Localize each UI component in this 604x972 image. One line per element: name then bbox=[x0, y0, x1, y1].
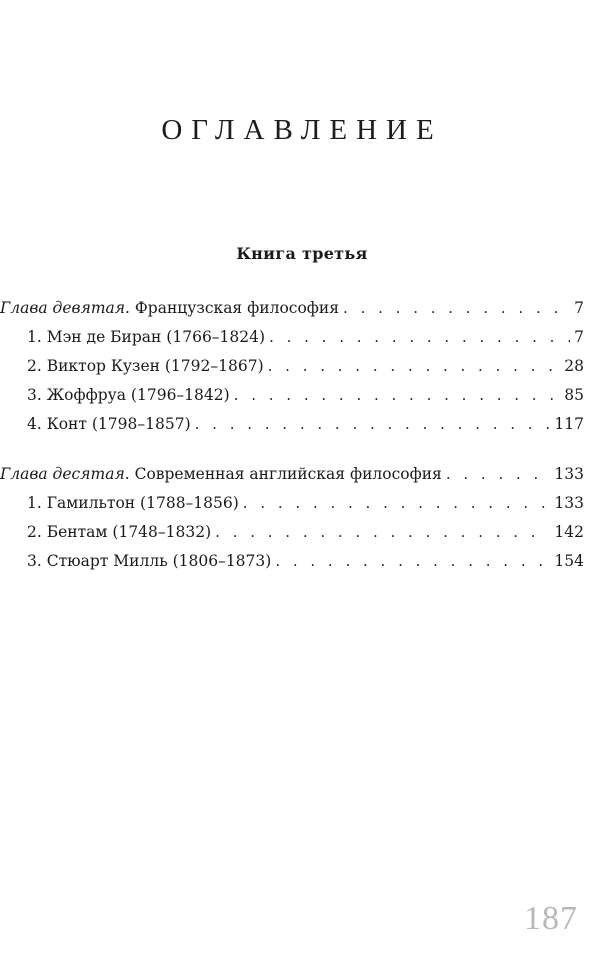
dot-leader bbox=[275, 547, 550, 576]
toc-chapter-row[interactable] bbox=[0, 294, 584, 323]
page-ref: 117 bbox=[554, 415, 584, 433]
page-number: 187 bbox=[524, 900, 578, 937]
chapter-title: Современная английская философия bbox=[134, 465, 442, 483]
entry-title: 1. Гамильтон (1788–1856) bbox=[27, 494, 239, 512]
page-ref: 142 bbox=[554, 523, 584, 541]
dot-leader bbox=[343, 294, 570, 323]
contents-heading: ОГЛАВЛЕНИЕ bbox=[161, 114, 443, 146]
dot-leader bbox=[446, 460, 551, 489]
toc-entry-row[interactable] bbox=[0, 547, 584, 576]
page-ref: 28 bbox=[564, 357, 584, 375]
dot-leader bbox=[195, 410, 551, 439]
toc-entry-row[interactable] bbox=[0, 489, 584, 518]
toc-section-chapter-10 bbox=[0, 460, 584, 576]
chapter-heading bbox=[0, 294, 339, 323]
dot-leader bbox=[269, 323, 570, 352]
entry-title: 4. Конт (1798–1857) bbox=[27, 415, 191, 433]
page-ref: 7 bbox=[574, 299, 584, 317]
dot-leader bbox=[243, 489, 551, 518]
entry-title: 2. Бентам (1748–1832) bbox=[27, 523, 212, 541]
dot-leader bbox=[268, 352, 561, 381]
toc-entry-row[interactable] bbox=[0, 352, 584, 381]
page-ref: 133 bbox=[554, 465, 584, 483]
toc-entry-row[interactable] bbox=[0, 518, 584, 547]
entry-title: 3. Стюарт Милль (1806–1873) bbox=[27, 552, 272, 570]
page-ref: 154 bbox=[554, 552, 584, 570]
dot-leader bbox=[234, 381, 561, 410]
page-ref: 133 bbox=[554, 494, 584, 512]
chapter-heading bbox=[0, 460, 442, 489]
entry-title: 3. Жоффруа (1796–1842) bbox=[27, 386, 230, 404]
chapter-label: Глава девятая. bbox=[0, 299, 130, 317]
dot-leader bbox=[215, 518, 550, 547]
toc-entry-row[interactable] bbox=[0, 381, 584, 410]
toc-entry-row[interactable] bbox=[0, 410, 584, 439]
page-ref: 7 bbox=[574, 328, 584, 346]
book-title: Книга третья bbox=[236, 244, 368, 263]
toc-chapter-row[interactable] bbox=[0, 460, 584, 489]
chapter-title: Французская философия bbox=[134, 299, 340, 317]
toc-section-chapter-9 bbox=[0, 294, 584, 439]
entry-title: 1. Мэн де Биран (1766–1824) bbox=[27, 328, 266, 346]
page-ref: 85 bbox=[564, 386, 584, 404]
entry-title: 2. Виктор Кузен (1792–1867) bbox=[27, 357, 264, 375]
toc-entry-row[interactable] bbox=[0, 323, 584, 352]
chapter-label: Глава десятая. bbox=[0, 465, 130, 483]
